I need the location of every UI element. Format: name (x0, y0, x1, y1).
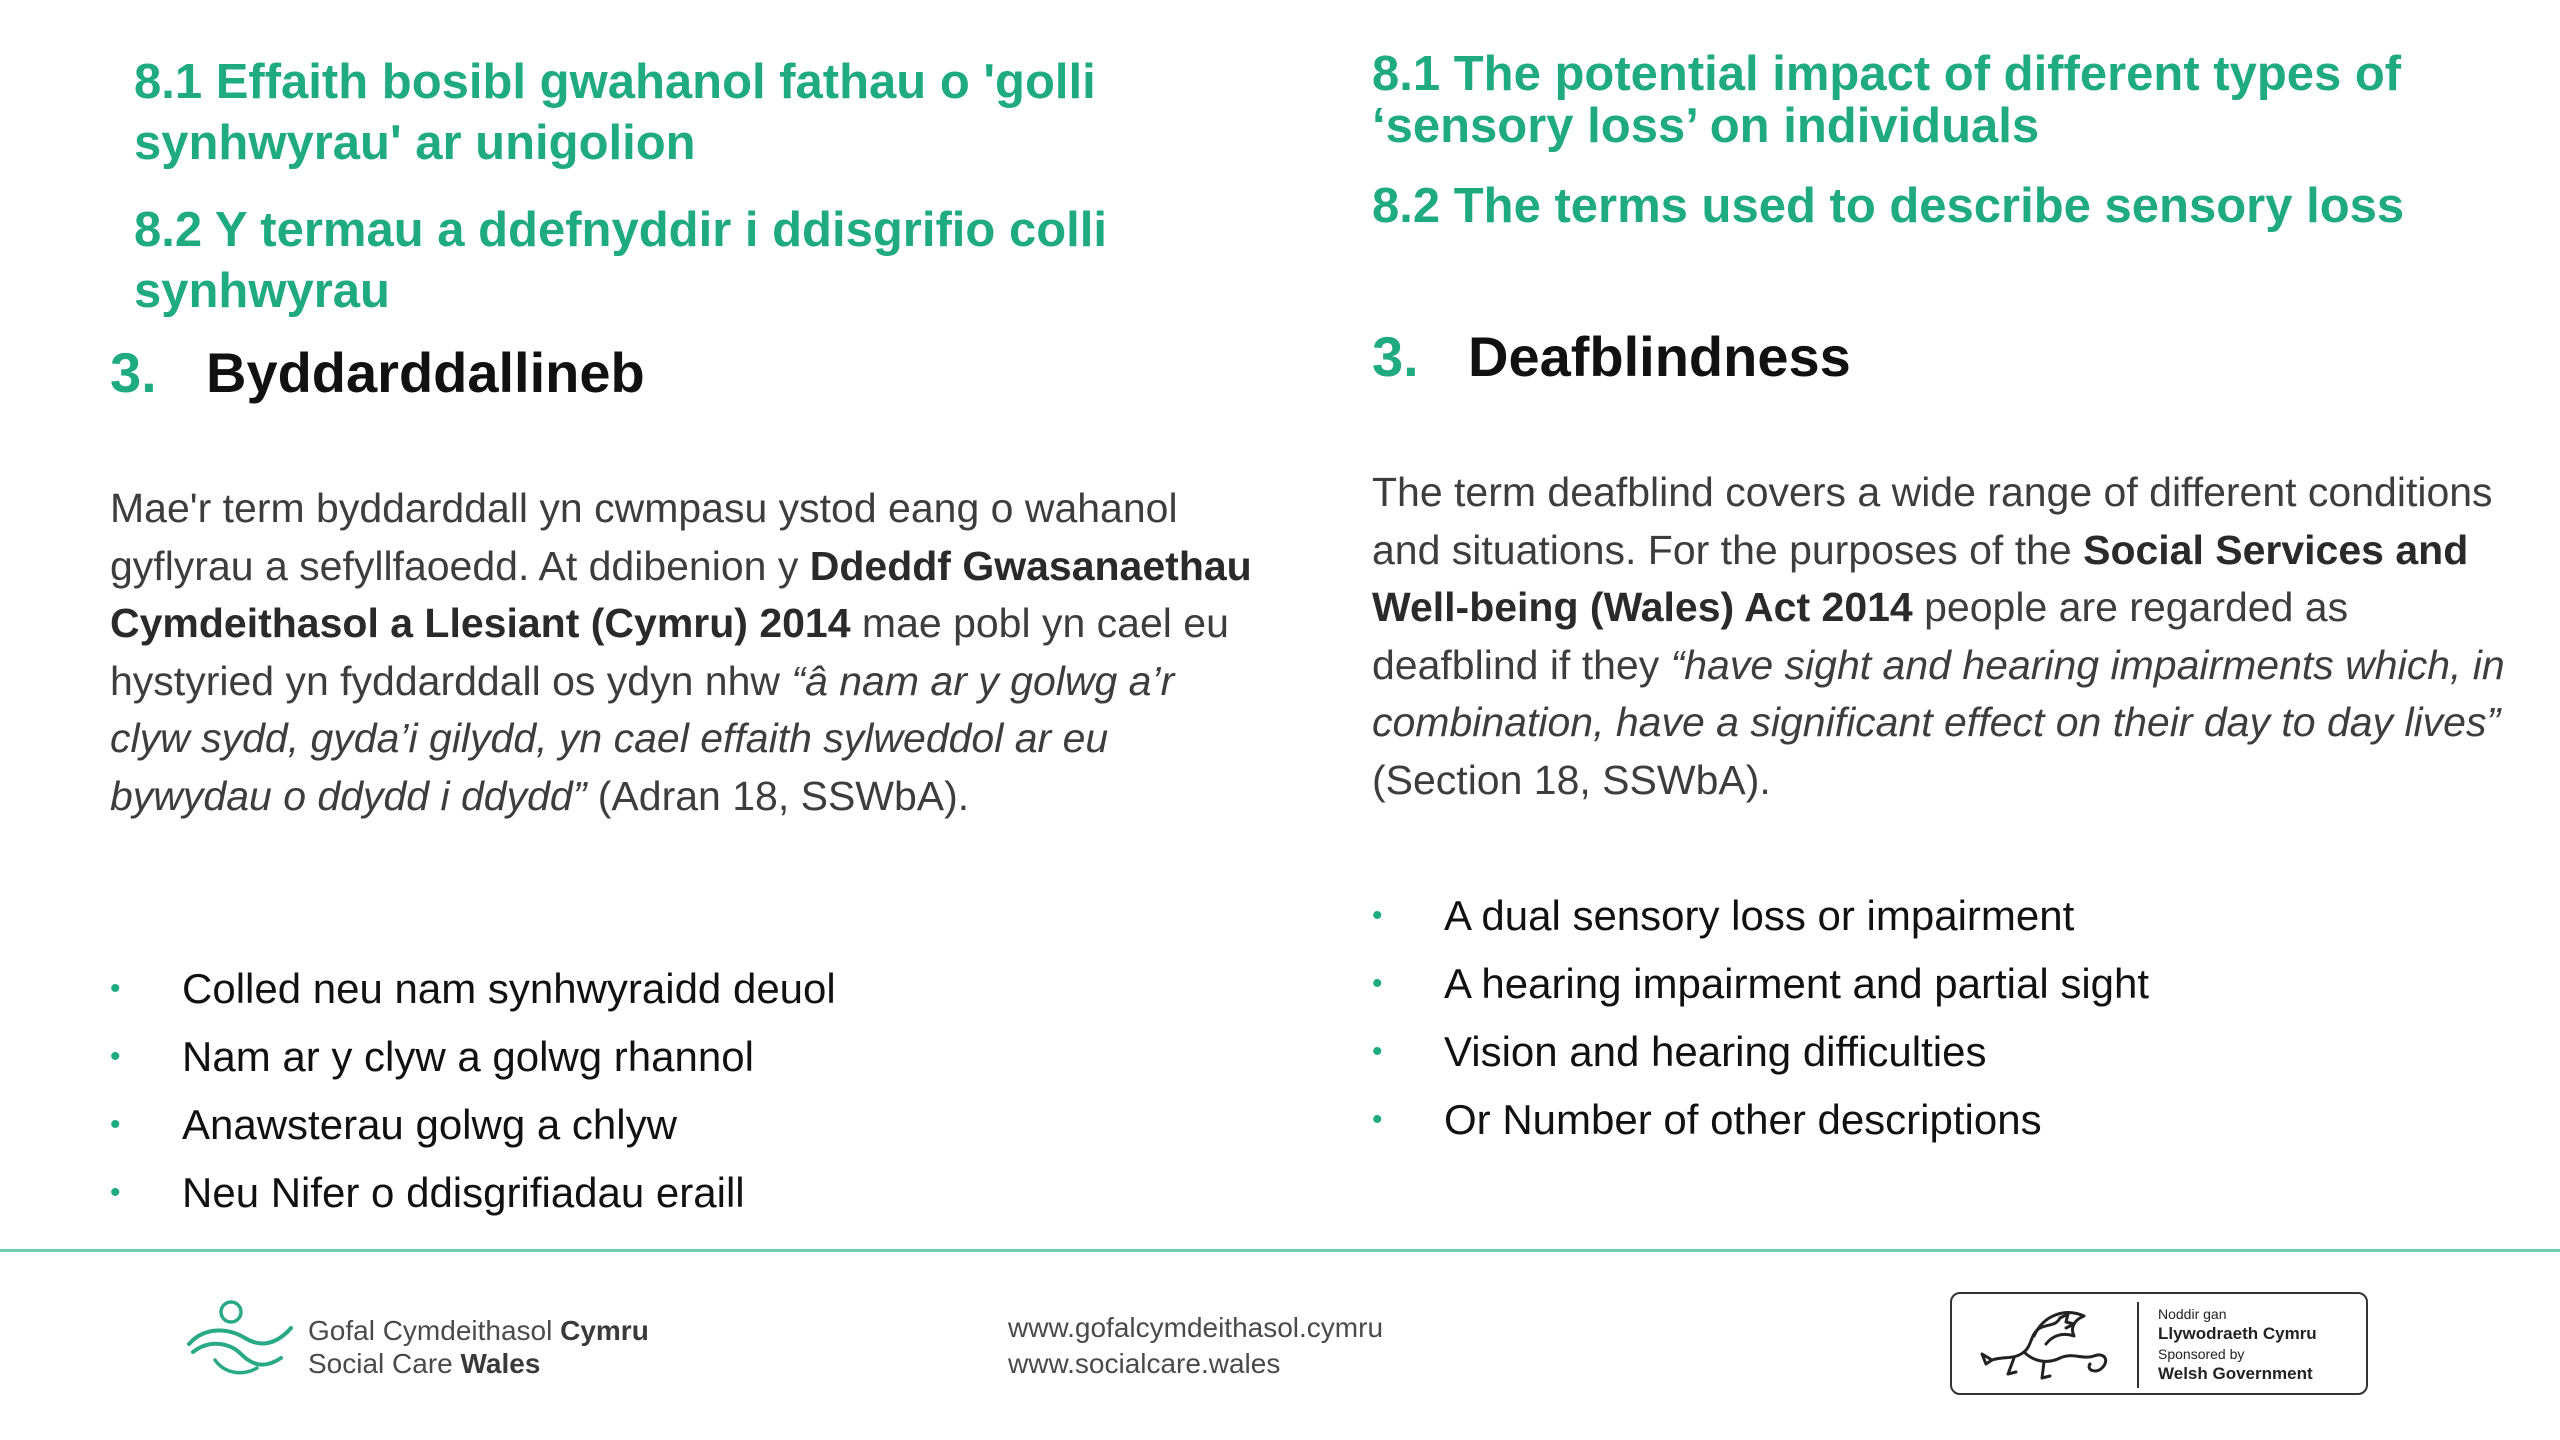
sponsor-english-name: Welsh Government (2158, 1364, 2313, 1383)
welsh-para-text-2: mae pobl yn cael eu hystyried yn fyddarddall os ydyn nhw (110, 600, 1229, 704)
bullet-icon: • (110, 1040, 121, 1073)
bullet-icon: • (1372, 1035, 1383, 1068)
bullet-icon: • (110, 1108, 121, 1141)
welsh-section-heading (110, 340, 645, 406)
english-paragraph (1372, 464, 2507, 809)
social-care-wales-logo-icon (185, 1298, 297, 1378)
list-item (1372, 1086, 2502, 1154)
bullet-icon: • (1372, 967, 1383, 1000)
welsh-heading-number: 3. (110, 341, 157, 404)
welsh-para-text-1: Mae'r term byddarddall yn cwmpasu ystod eang o wahanol gyflyrau a sefyllfaoedd. At ddibenion y (110, 485, 1178, 589)
list-item (110, 1091, 1260, 1159)
list-item-text: A dual sensory loss or impairment (1444, 892, 2075, 939)
list-item-text: Colled neu nam synhwyraidd deuol (182, 965, 836, 1012)
sponsor-english-label: Sponsored by (2158, 1346, 2245, 1362)
sponsor-text (2158, 1304, 2317, 1384)
social-care-wales-wordmark (308, 1314, 649, 1380)
list-item-text: Nam ar y clyw a golwg rhannol (182, 1033, 754, 1080)
sponsor-divider (2137, 1302, 2139, 1388)
list-item-text: Or Number of other descriptions (1444, 1096, 2042, 1143)
bullet-icon: • (110, 972, 121, 1005)
bullet-icon: • (1372, 1103, 1383, 1136)
bullet-icon: • (110, 1176, 121, 1209)
english-quote: “have sight and hearing impairments which, in combination, have a significant effect on their day to day lives” (1372, 641, 2505, 745)
english-heading-title: Deafblindness (1468, 325, 1851, 388)
list-item (1372, 950, 2502, 1018)
logo-english-bold: Wales (460, 1348, 541, 1379)
welsh-act-name: Ddeddf Gwasanaethau Cymdeithasol a Llesiant (Cymru) 2014 (110, 542, 1252, 646)
welsh-para-text-3: (Adran 18, SSWbA). (586, 772, 970, 819)
list-item (110, 1023, 1260, 1091)
bullet-icon: • (1372, 899, 1383, 932)
url-welsh-link[interactable]: www.gofalcymdeithasol.cymru (1008, 1312, 1384, 1343)
footer-urls (1008, 1310, 1383, 1382)
logo-line-english (308, 1347, 649, 1380)
welsh-bullet-list (110, 955, 1260, 1227)
url-english-link[interactable]: www.socialcare.wales (1008, 1348, 1281, 1379)
welsh-subheading-8-2: 8.2 Y termau a ddefnyddir i ddisgrifio colli synhwyrau (134, 203, 1107, 318)
english-para-text-2: people are regarded as deafblind if they (1372, 584, 2349, 688)
welsh-government-sponsor-badge (1950, 1292, 2368, 1395)
english-heading-number: 3. (1372, 325, 1419, 388)
footer-divider (0, 1249, 2560, 1252)
sponsor-welsh-name: Llywodraeth Cymru (2158, 1324, 2317, 1343)
logo-english-regular: Social Care (308, 1348, 461, 1379)
list-item-text: Neu Nifer o ddisgrifiadau eraill (182, 1169, 745, 1216)
english-act-name: Social Services and Well-being (Wales) Act 2014 (1372, 526, 2469, 630)
english-section-heading (1372, 324, 1851, 390)
sponsor-welsh-label: Noddir gan (2158, 1306, 2227, 1322)
logo-welsh-regular: Gofal Cymdeithasol (308, 1315, 561, 1346)
list-item (1372, 1018, 2502, 1086)
welsh-paragraph (110, 480, 1260, 825)
logo-welsh-bold: Cymru (560, 1315, 649, 1346)
list-item (1372, 882, 2502, 950)
logo-line-welsh (308, 1314, 649, 1347)
welsh-subheading-8-1: 8.1 Effaith bosibl gwahanol fathau o 'golli synhwyrau' ar unigolion (134, 55, 1096, 170)
welsh-dragon-icon (1974, 1302, 2124, 1388)
english-bullet-list (1372, 882, 2502, 1154)
english-para-text-1: The term deafblind covers a wide range of different conditions and situations. For the purposes of the (1372, 469, 2493, 573)
list-item-text: A hearing impairment and partial sight (1444, 960, 2150, 1007)
list-item (110, 1159, 1260, 1227)
welsh-quote: “â nam ar y golwg a’r clyw sydd, gyda’i gilydd, yn cael effaith sylweddol ar eu bywydau o ddydd i ddydd” (110, 657, 1175, 819)
english-subheading-8-1: 8.1 The potential impact of different types of ‘sensory loss’ on individuals (1372, 47, 2402, 153)
english-para-text-3: (Section 18, SSWbA). (1372, 756, 1771, 803)
welsh-heading-title: Byddarddallineb (206, 341, 645, 404)
list-item (110, 955, 1260, 1023)
english-subheading-8-2: 8.2 The terms used to describe sensory loss (1372, 179, 2405, 233)
list-item-text: Anawsterau golwg a chlyw (182, 1101, 677, 1148)
list-item-text: Vision and hearing difficulties (1444, 1028, 1987, 1075)
